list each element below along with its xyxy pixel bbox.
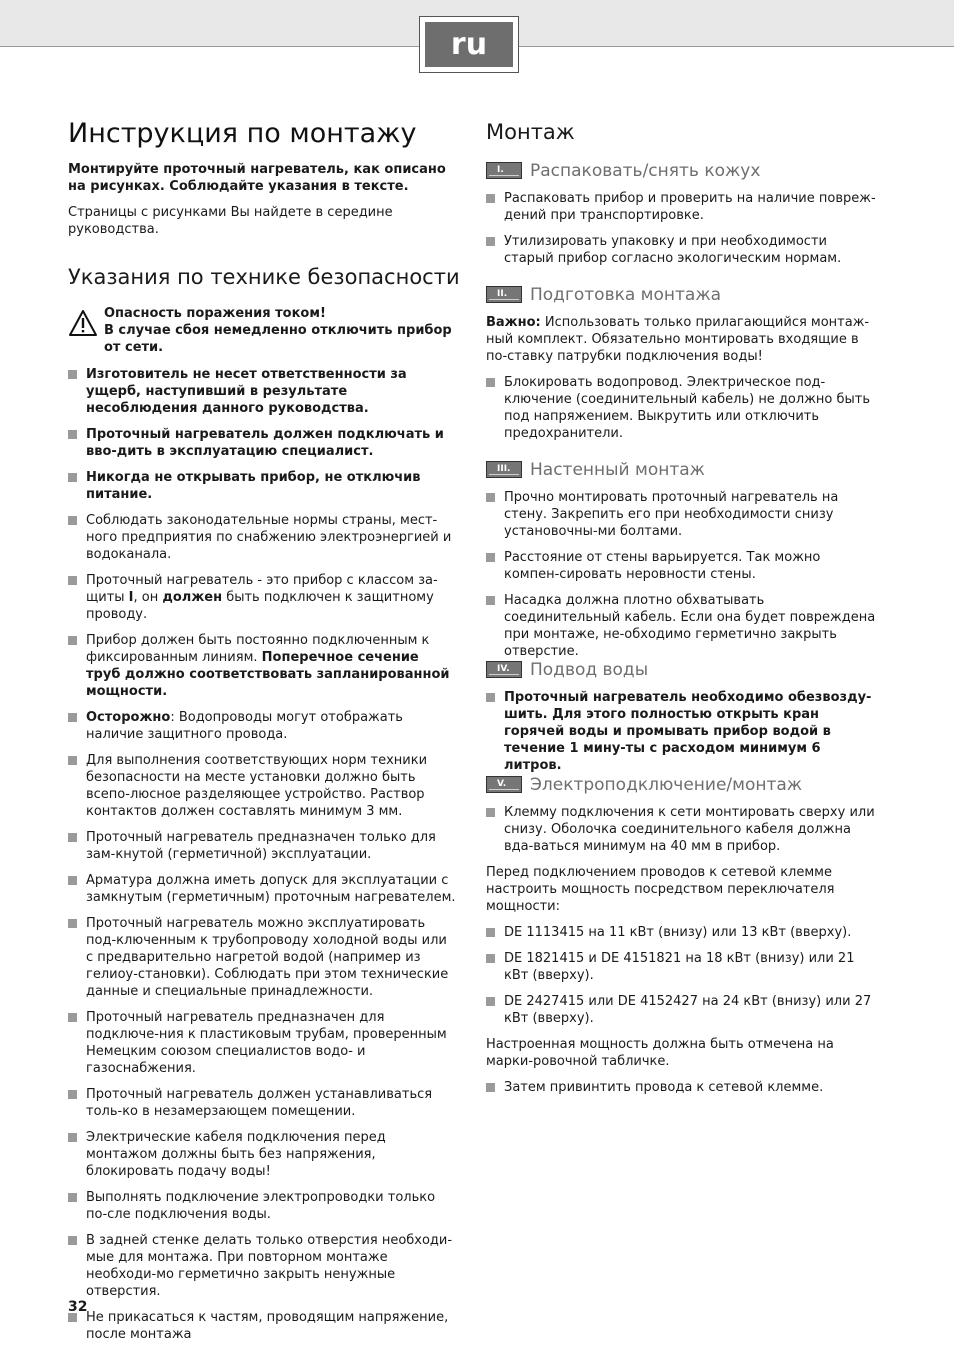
bullet-square-icon [68, 576, 77, 585]
warning-text: В случае сбоя немедленно отключить прибор от сети. [104, 323, 452, 355]
list-item: Не прикасаться к частям, проводящим напряжение, после монтажа [68, 1309, 456, 1343]
page-title: Инструкция по монтажу [68, 118, 417, 149]
section-preparation [486, 284, 876, 451]
section-title: Подвод воды [530, 660, 649, 680]
list-item: Прочно монтировать проточный нагреватель на стену. Закрепить его при необходимости снизу установочны-ми болтами. [486, 489, 876, 540]
warning-triangle-icon [68, 309, 98, 337]
list-item: Проточный нагреватель предназначен только для зам-кнутой (герметичной) эксплуатации. [68, 829, 456, 863]
safety-instructions-list [68, 366, 456, 1352]
list-item: Проточный нагреватель предназначен для подключе-ния к пластиковым трубам, проверенным Немецким союзом специалистов водо- и газоснабжения. [68, 1009, 456, 1077]
warning-title: Опасность поражения током! [104, 306, 326, 321]
section-number-badge: I. [486, 162, 522, 179]
montage-heading: Монтаж [486, 120, 575, 144]
bullet-square-icon [68, 473, 77, 482]
section-number-badge: III. [486, 461, 522, 478]
intro-bold-text: Монтируйте проточный нагреватель, как описано на рисунках. Соблюдайте указания в тексте. [68, 162, 446, 194]
section-title: Подготовка монтажа [530, 285, 722, 305]
bullet-square-icon [486, 194, 495, 203]
section-number-badge: V. [486, 776, 522, 793]
list-item: В задней стенке делать только отверстия необходи-мые для монтажа. При повторном монтаже необходи-мо герметично закрыть ненужные отверстия. [68, 1232, 456, 1300]
bullet-square-icon [68, 1133, 77, 1142]
language-code: ru [425, 22, 513, 67]
list-item: Осторожно: Водопроводы могут отображать наличие защитного провода. [68, 709, 456, 743]
list-item: Проточный нагреватель - это прибор с классом за-щиты I, он должен быть подключен к защитному проводу. [68, 572, 456, 623]
list-item: Затем привинтить провода к сетевой клемме. [486, 1079, 876, 1096]
rating-plate-note: Настроенная мощность должна быть отмечена на марки-ровочной табличке. [486, 1037, 834, 1069]
bullet-square-icon [486, 378, 495, 387]
list-item: Прибор должен быть постоянно подключенным к фиксированным линиям. Поперечное сечение труб должно соответствовать запланированной мощности. [68, 632, 456, 700]
list-item: Проточный нагреватель должен устанавливаться толь-ко в незамерзающем помещении. [68, 1086, 456, 1120]
bullet-square-icon [68, 430, 77, 439]
bullet-square-icon [68, 1013, 77, 1022]
section-wall-mount [486, 459, 876, 669]
bullet-square-icon [68, 636, 77, 645]
list-item: Проточный нагреватель должен подключать и вво-дить в эксплуатацию специалист. [68, 426, 456, 460]
section-title: Настенный монтаж [530, 460, 705, 480]
electric-shock-warning [68, 305, 456, 356]
list-item: Насадка должна плотно обхватывать соединительный кабель. Если она будет повреждена при монтаже, не-обходимо герметично закрыть отверстие. [486, 592, 876, 660]
bullet-square-icon [68, 876, 77, 885]
bullet-square-icon [486, 928, 495, 937]
list-item: DE 2427415 или DE 4152427 на 24 кВт (внизу) или 27 кВт (вверху). [486, 993, 876, 1027]
bullet-square-icon [68, 756, 77, 765]
section-electrical [486, 774, 876, 1105]
bullet-square-icon [486, 997, 495, 1006]
bullet-square-icon [486, 954, 495, 963]
power-setting-intro: Перед подключением проводов к сетевой клемме настроить мощность посредством переключателя мощности: [486, 865, 835, 914]
page-number: 32 [68, 1299, 88, 1315]
bullet-square-icon [68, 713, 77, 722]
section-number-badge: IV. [486, 661, 522, 678]
list-item: Электрические кабеля подключения перед монтажом должны быть без напряжения, блокировать подачу воды! [68, 1129, 456, 1180]
bullet-square-icon [486, 1083, 495, 1092]
bullet-square-icon [486, 596, 495, 605]
list-item: Соблюдать законодательные нормы страны, мест-ного предприятия по снабжению электроэнергией и водоканала. [68, 512, 456, 563]
bullet-square-icon [486, 493, 495, 502]
list-item: Распаковать прибор и проверить на наличие повреж-дений при транспортировке. [486, 190, 876, 224]
list-item: Клемму подключения к сети монтировать сверху или снизу. Оболочка соединительного кабеля должна вда-ваться минимум на 40 мм в прибор. [486, 804, 876, 855]
list-item: Для выполнения соответствующих норм техники безопасности на месте установки должно быть всепо-люсное разделяющее устройство. Раствор контактов должен составлять минимум 3 мм. [68, 752, 456, 820]
bullet-square-icon [68, 833, 77, 842]
safety-heading: Указания по технике безопасности [68, 265, 460, 289]
bullet-square-icon [486, 237, 495, 246]
list-item: Проточный нагреватель можно эксплуатировать под-ключенным к трубопроводу холодной воды или с предварительно нагретой водой (например из гелиоу-становки). Соблюдать при этом технические данные и специальные принадлежности. [68, 915, 456, 1000]
bullet-square-icon [68, 1193, 77, 1202]
section-water-supply [486, 659, 876, 783]
list-item: Утилизировать упаковку и при необходимости старый прибор согласно экологическим нормам. [486, 233, 876, 267]
bullet-square-icon [68, 370, 77, 379]
bullet-square-icon [486, 693, 495, 702]
list-item: Изготовитель не несет ответственности за ущерб, наступивший в результате несоблюдения данного руководства. [68, 366, 456, 417]
bullet-square-icon [68, 516, 77, 525]
section-title: Распаковать/снять кожух [530, 161, 761, 181]
bullet-square-icon [486, 808, 495, 817]
list-item: DE 1113415 на 11 кВт (внизу) или 13 кВт (вверху). [486, 924, 876, 941]
list-item: Блокировать водопровод. Электрическое под-ключение (соединительный кабель) не должно быть под напряжением. Выкрутить или отключить предохранители. [486, 374, 876, 442]
list-item: Проточный нагреватель необходимо обезвозду-шить. Для этого полностью открыть кран горячей воды и промывать прибор водой в течение 1 мину-ты с расходом минимум 6 литров. [486, 689, 876, 774]
bullet-square-icon [68, 1236, 77, 1245]
section-unpack [486, 160, 876, 276]
language-tab [419, 16, 519, 73]
list-item: Арматура должна иметь допуск для эксплуатации с замкнутым (герметичным) проточным нагревателем. [68, 872, 456, 906]
bullet-square-icon [486, 553, 495, 562]
section-title: Электроподключение/монтаж [530, 775, 803, 795]
bullet-square-icon [68, 919, 77, 928]
list-item: DE 1821415 и DE 4151821 на 18 кВт (внизу) или 21 кВт (вверху). [486, 950, 876, 984]
intro-text: Страницы с рисунками Вы найдете в середине руководства. [68, 205, 393, 237]
bullet-square-icon [68, 1090, 77, 1099]
list-item: Никогда не открывать прибор, не отключив питание. [68, 469, 456, 503]
list-item: Выполнять подключение электропроводки только по-сле подключения воды. [68, 1189, 456, 1223]
list-item: Расстояние от стены варьируется. Так можно компен-сировать неровности стены. [486, 549, 876, 583]
section-number-badge: II. [486, 286, 522, 303]
important-note: Важно: Использовать только прилагающийся монтаж-ный комплект. Обязательно монтировать входящие в по-ставку патрубки подключения воды! [486, 315, 870, 364]
